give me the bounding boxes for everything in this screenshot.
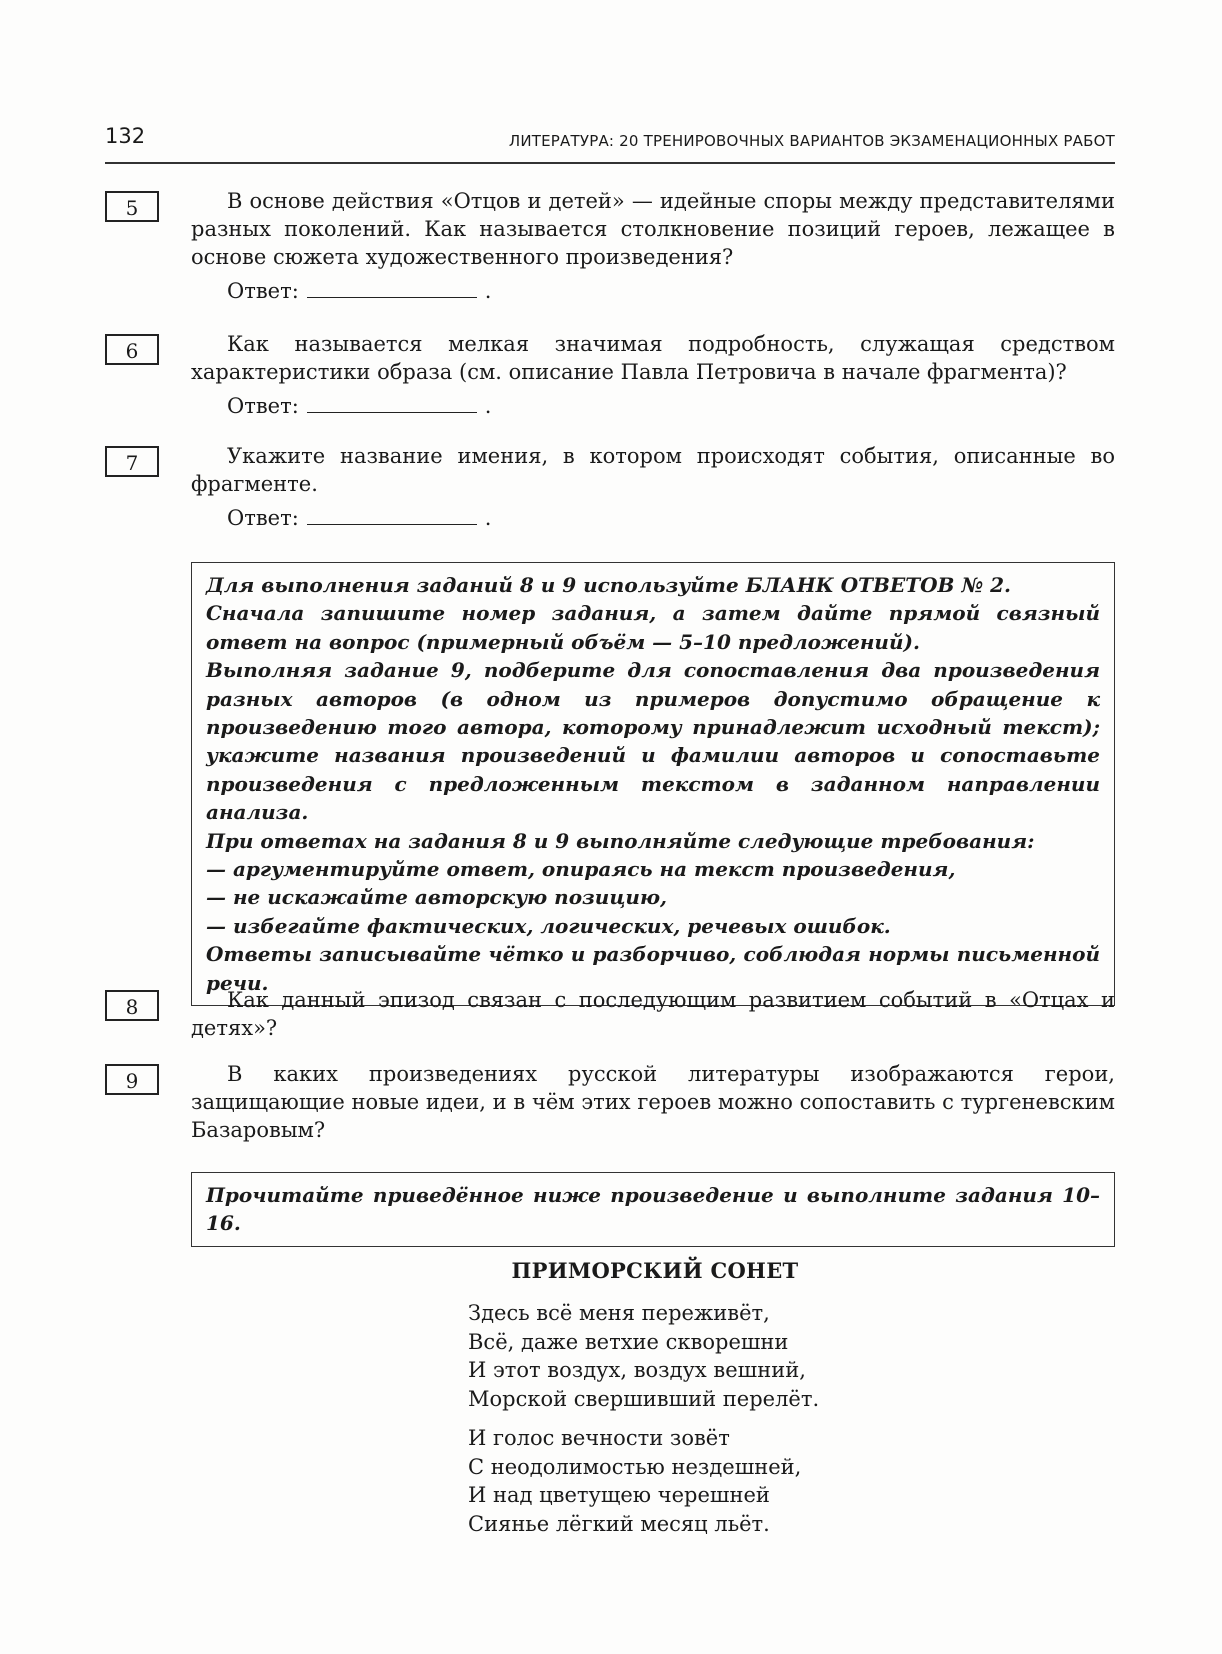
task-number: 8 [105,990,159,1021]
instruction-line: Выполняя задание 9, подберите для сопоставления два произведения разных авторов (в одном из примеров допустимо обращение к произведению того автора, которому принадлежит исходный текст); укажите названия произведений и фамилии авторов и сопоставьте произведения с предложенным текстом в заданном направлении анализа. [206,658,1100,825]
task-7 [105,442,1115,532]
answer-line: Ответ: . [227,279,492,303]
instruction-box [191,562,1115,1006]
poem-line: И голос вечности зовёт [468,1426,730,1450]
poem-line: И над цветущею черешней [468,1483,770,1507]
poem-line: Всё, даже ветхие скворешни [468,1329,789,1354]
instruction-line: — не искажайте авторскую позицию, [206,885,667,910]
task-question: Укажите название имения, в котором происходят события, описанные во фрагменте. [191,444,1115,496]
answer-blank[interactable] [307,279,477,298]
instruction-line: — аргументируйте ответ, опираясь на текст произведения, [206,857,956,882]
page-header [105,118,1115,164]
answer-label: Ответ: [227,506,299,530]
task-number: 5 [105,191,159,222]
task-question: В основе действия «Отцов и детей» — идейные споры между представителями разных поколений. Как называется столкновение позиций героев, лежащее в основе сюжета художественного произведения? [191,189,1115,269]
answer-label: Ответ: [227,394,299,418]
answer-line: Ответ: . [227,506,492,530]
task-8 [105,986,1115,1042]
task-question: Как данный эпизод связан с последующим развитием событий в «Отцах и детях»? [191,988,1115,1040]
poem-line: Сиянье лёгкий месяц льёт. [468,1511,770,1536]
reading-prompt: Прочитайте приведённое ниже произведение и выполните задания 10–16. [206,1183,1100,1236]
task-number: 6 [105,334,159,365]
running-title: ЛИТЕРАТУРА: 20 ТРЕНИРОВОЧНЫХ ВАРИАНТОВ ЭКЗАМЕНАЦИОННЫХ РАБОТ [508,132,1115,150]
poem-line: Здесь всё меня переживёт, [468,1301,770,1325]
task-6 [105,330,1115,420]
poem-line: С неодолимостью нездешней, [468,1454,802,1479]
task-number: 9 [105,1064,159,1095]
answer-line: Ответ: . [227,394,492,418]
task-9 [105,1060,1115,1144]
answer-label: Ответ: [227,279,299,303]
instruction-line: — избегайте фактических, логических, речевых ошибок. [206,913,891,938]
poem-title: ПРИМОРСКИЙ СОНЕТ [511,1258,799,1283]
task-question: Как называется мелкая значимая подробность, служащая средством характеристики образа (см. описание Павла Петровича в начале фрагмента)? [191,332,1115,384]
poem-line: Морской свершивший перелёт. [468,1386,820,1411]
task-5 [105,187,1115,305]
poem-stanza-2 [468,1424,801,1538]
answer-blank[interactable] [307,506,477,525]
page-number: 132 [105,124,146,148]
instruction-line: Для выполнения заданий 8 и 9 используйте БЛАНК ОТВЕТОВ № 2. [206,573,1011,597]
instruction-line: При ответах на задания 8 и 9 выполняйте следующие требования: [206,828,1035,853]
instruction-line: Ответы записывайте чётко и разборчиво, соблюдая нормы письменной речи. [206,942,1100,995]
instruction-line: Сначала запишите номер задания, а затем дайте прямой связный ответ на вопрос (примерный объём — 5–10 предложений). [206,601,1100,654]
reading-prompt-box [191,1172,1115,1247]
poem-stanza-1 [468,1299,819,1413]
poem-line: И этот воздух, воздух вешний, [468,1358,806,1382]
task-number: 7 [105,446,159,477]
task-question: В каких произведениях русской литературы изображаются герои, защищающие новые идеи, и в чём этих героев можно сопоставить с тургеневским Базаровым? [191,1062,1115,1142]
answer-blank[interactable] [307,394,477,413]
